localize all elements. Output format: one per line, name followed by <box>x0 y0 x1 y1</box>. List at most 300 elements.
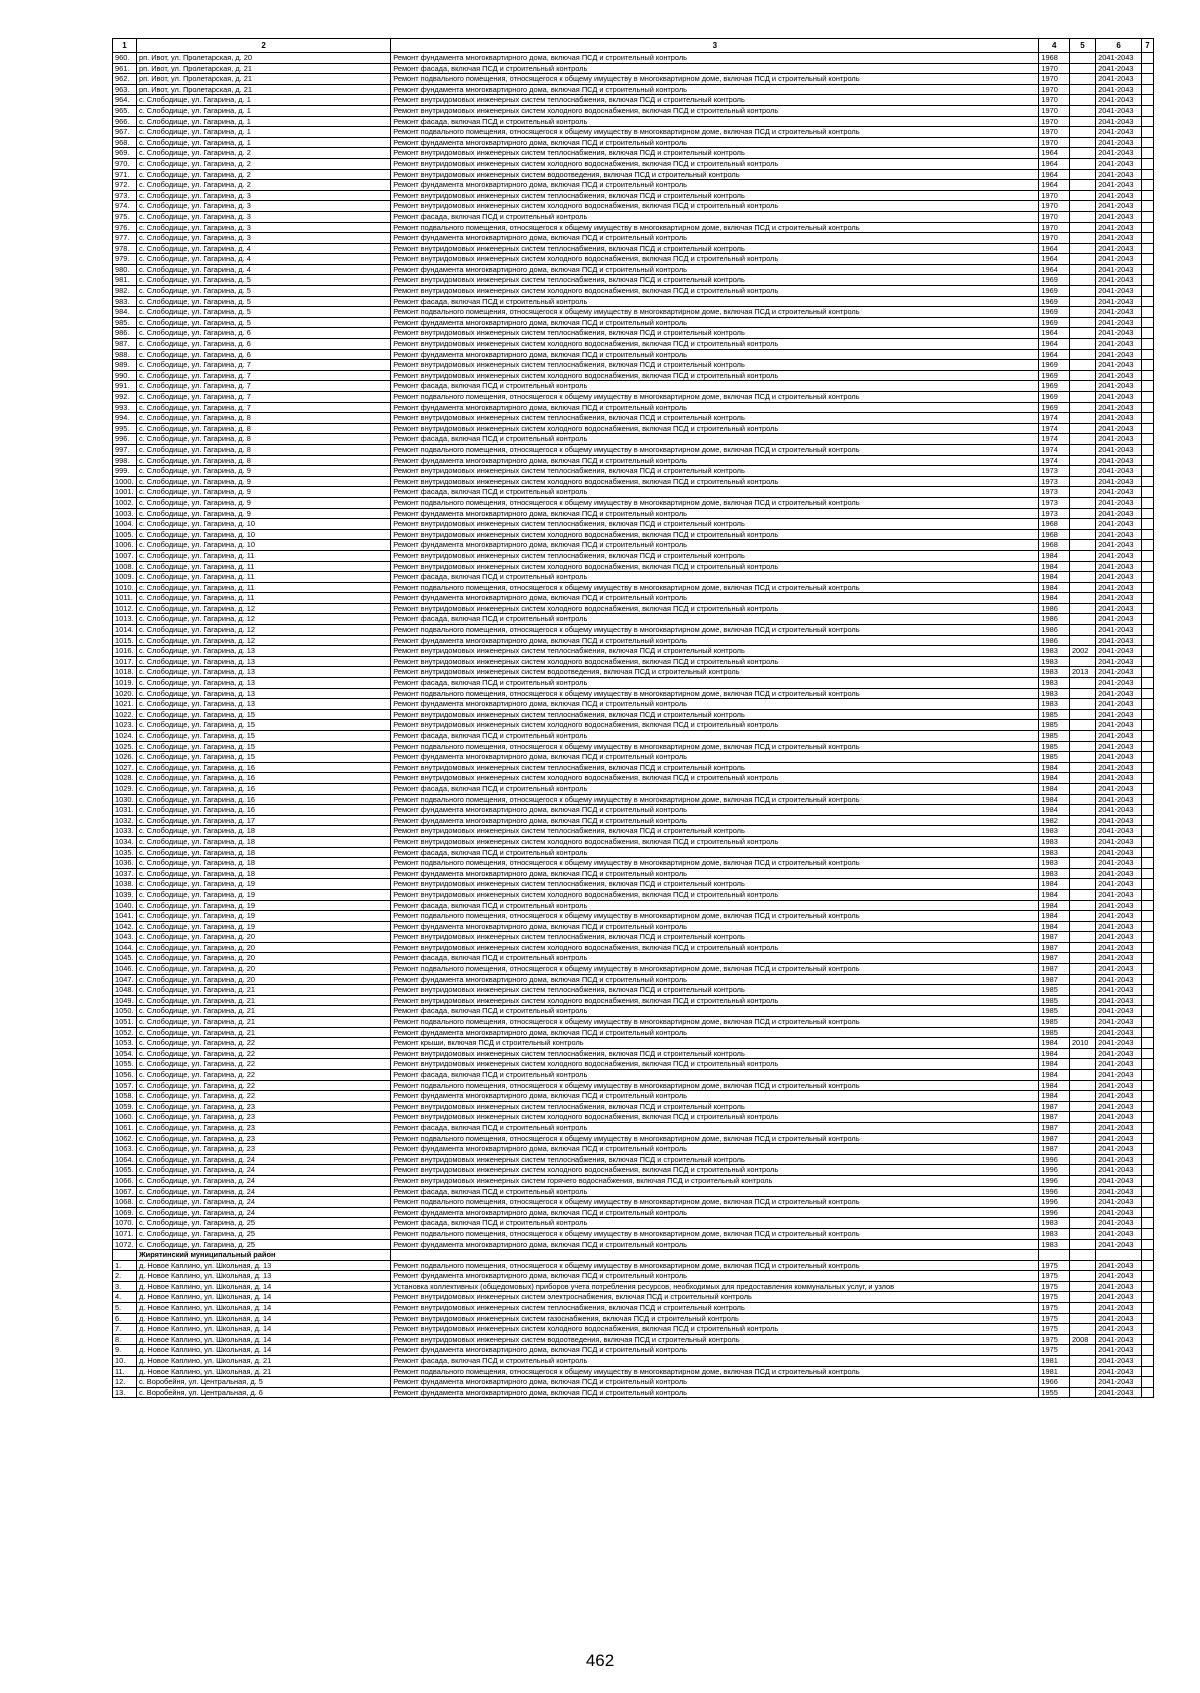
year-last-repair-cell <box>1069 1144 1095 1155</box>
row-number-cell: 1072. <box>113 1239 137 1250</box>
extra-cell-cell <box>1141 826 1153 837</box>
work-type-cell: Ремонт фасада, включая ПСД и строительный контроль <box>391 614 1039 625</box>
planned-period-cell: 2041-2043 <box>1096 74 1142 85</box>
table-row <box>113 889 1154 900</box>
planned-period-cell: 2041-2043 <box>1096 1334 1142 1345</box>
table-row <box>113 455 1154 466</box>
table-row <box>113 1260 1154 1271</box>
work-type-cell: Ремонт крыши, включая ПСД и строительный контроль <box>391 1038 1039 1049</box>
row-number-cell: 994. <box>113 413 137 424</box>
year-built-cell: 1970 <box>1039 74 1070 85</box>
column-header-4: 4 <box>1039 39 1070 53</box>
year-built-cell: 1974 <box>1039 434 1070 445</box>
work-type-cell: Ремонт фасада, включая ПСД и строительный контроль <box>391 1218 1039 1229</box>
year-built-cell: 1984 <box>1039 593 1070 604</box>
column-header-2: 2 <box>137 39 391 53</box>
extra-cell-cell <box>1141 1080 1153 1091</box>
year-last-repair-cell <box>1069 1154 1095 1165</box>
planned-period-cell: 2041-2043 <box>1096 879 1142 890</box>
year-built-cell: 1969 <box>1039 402 1070 413</box>
table-header-row <box>113 39 1154 53</box>
address-cell: с. Слободище, ул. Гагарина, д. 2 <box>137 148 391 159</box>
planned-period-cell: 2041-2043 <box>1096 911 1142 922</box>
work-type-cell: Ремонт внутридомовых инженерных систем теплоснабжения, включая ПСД и строительный контроль <box>391 1048 1039 1059</box>
row-number-cell: 1. <box>113 1260 137 1271</box>
address-cell: д. Новое Каплино, ул. Школьная, д. 13 <box>137 1260 391 1271</box>
year-last-repair-cell <box>1069 519 1095 530</box>
year-last-repair-cell <box>1069 137 1095 148</box>
year-built-cell: 1987 <box>1039 1144 1070 1155</box>
work-type-cell: Ремонт подвального помещения, относящегося к общему имуществу в многоквартирном доме, включая ПСД и строительный контроль <box>391 794 1039 805</box>
work-type-cell: Ремонт внутридомовых инженерных систем холодного водоснабжения, включая ПСД и строительный контроль <box>391 105 1039 116</box>
extra-cell-cell <box>1141 466 1153 477</box>
year-built-cell: 1983 <box>1039 699 1070 710</box>
address-cell: с. Слободище, ул. Гагарина, д. 18 <box>137 836 391 847</box>
work-type-cell: Ремонт фундамента многоквартирного дома, включая ПСД и строительный контроль <box>391 402 1039 413</box>
table-row <box>113 603 1154 614</box>
extra-cell-cell <box>1141 1070 1153 1081</box>
work-type-cell: Ремонт внутридомовых инженерных систем холодного водоснабжения, включая ПСД и строительный контроль <box>391 995 1039 1006</box>
planned-period-cell: 2041-2043 <box>1096 1218 1142 1229</box>
table-row <box>113 656 1154 667</box>
table-row <box>113 1218 1154 1229</box>
table-row <box>113 1175 1154 1186</box>
extra-cell-cell <box>1141 1281 1153 1292</box>
planned-period-cell: 2041-2043 <box>1096 1377 1142 1388</box>
row-number-cell: 987. <box>113 339 137 350</box>
year-last-repair-cell <box>1069 190 1095 201</box>
year-built-cell: 1973 <box>1039 487 1070 498</box>
row-number-cell: 986. <box>113 328 137 339</box>
year-last-repair-cell <box>1069 370 1095 381</box>
planned-period-cell: 2041-2043 <box>1096 1091 1142 1102</box>
year-last-repair-cell <box>1069 1186 1095 1197</box>
address-cell: с. Слободище, ул. Гагарина, д. 25 <box>137 1218 391 1229</box>
address-cell: с. Слободище, ул. Гагарина, д. 7 <box>137 381 391 392</box>
extra-cell-cell <box>1141 402 1153 413</box>
address-cell: с. Слободище, ул. Гагарина, д. 11 <box>137 550 391 561</box>
work-type-cell: Ремонт фундамента многоквартирного дома, включая ПСД и строительный контроль <box>391 1207 1039 1218</box>
extra-cell-cell <box>1141 667 1153 678</box>
address-cell: с. Слободище, ул. Гагарина, д. 9 <box>137 508 391 519</box>
work-type-cell: Ремонт подвального помещения, относящегося к общему имуществу в многоквартирном доме, включая ПСД и строительный контроль <box>391 1017 1039 1028</box>
row-number-cell: 990. <box>113 370 137 381</box>
work-type-cell: Ремонт фундамента многоквартирного дома, включая ПСД и строительный контроль <box>391 974 1039 985</box>
year-built-cell: 1964 <box>1039 169 1070 180</box>
table-row <box>113 794 1154 805</box>
address-cell: с. Слободище, ул. Гагарина, д. 5 <box>137 275 391 286</box>
year-built-cell: 1964 <box>1039 243 1070 254</box>
row-number-cell: 963. <box>113 84 137 95</box>
year-last-repair-cell <box>1069 74 1095 85</box>
table-row <box>113 201 1154 212</box>
year-last-repair-cell <box>1069 1324 1095 1335</box>
table-row <box>113 646 1154 657</box>
address-cell: с. Слободище, ул. Гагарина, д. 7 <box>137 392 391 403</box>
address-cell: с. Слободище, ул. Гагарина, д. 20 <box>137 953 391 964</box>
table-row <box>113 932 1154 943</box>
address-cell: с. Слободище, ул. Гагарина, д. 1 <box>137 137 391 148</box>
year-built-cell: 1969 <box>1039 392 1070 403</box>
year-built-cell: 1984 <box>1039 805 1070 816</box>
work-type-cell: Ремонт внутридомовых инженерных систем холодного водоснабжения, включая ПСД и строительный контроль <box>391 476 1039 487</box>
year-last-repair-cell <box>1069 1313 1095 1324</box>
address-cell: с. Слободище, ул. Гагарина, д. 3 <box>137 222 391 233</box>
extra-cell-cell <box>1141 519 1153 530</box>
year-last-repair-cell <box>1069 1006 1095 1017</box>
row-number-cell: 1044. <box>113 942 137 953</box>
address-cell: с. Слободище, ул. Гагарина, д. 24 <box>137 1207 391 1218</box>
year-last-repair-cell <box>1069 1059 1095 1070</box>
year-built-cell: 1970 <box>1039 190 1070 201</box>
year-built-cell: 1984 <box>1039 1059 1070 1070</box>
extra-cell-cell <box>1141 275 1153 286</box>
row-number-cell: 1059. <box>113 1101 137 1112</box>
year-built-cell: 1970 <box>1039 84 1070 95</box>
table-row <box>113 1345 1154 1356</box>
address-cell: с. Слободище, ул. Гагарина, д. 23 <box>137 1112 391 1123</box>
table-row <box>113 561 1154 572</box>
row-number-cell: 1051. <box>113 1017 137 1028</box>
address-cell: с. Слободище, ул. Гагарина, д. 21 <box>137 1017 391 1028</box>
year-built-cell: 1968 <box>1039 529 1070 540</box>
work-type-cell: Ремонт подвального помещения, относящегося к общему имуществу в многоквартирном доме, включая ПСД и строительный контроль <box>391 74 1039 85</box>
table-row <box>113 169 1154 180</box>
extra-cell-cell <box>1141 1239 1153 1250</box>
year-built-cell: 1984 <box>1039 1070 1070 1081</box>
work-type-cell: Ремонт фундамента многоквартирного дома, включая ПСД и строительный контроль <box>391 233 1039 244</box>
year-last-repair-cell <box>1069 381 1095 392</box>
year-last-repair-cell <box>1069 1080 1095 1091</box>
address-cell: с. Слободище, ул. Гагарина, д. 1 <box>137 95 391 106</box>
work-type-cell: Ремонт подвального помещения, относящегося к общему имуществу в многоквартирном доме, включая ПСД и строительный контроль <box>391 741 1039 752</box>
table-row <box>113 158 1154 169</box>
address-cell: рп. Ивот, ул. Пролетарская, д. 20 <box>137 53 391 64</box>
table-row <box>113 1313 1154 1324</box>
planned-period-cell: 2041-2043 <box>1096 561 1142 572</box>
table-row <box>113 688 1154 699</box>
planned-period-cell: 2041-2043 <box>1096 508 1142 519</box>
year-last-repair-cell: 2010 <box>1069 1038 1095 1049</box>
year-last-repair-cell <box>1069 254 1095 265</box>
row-number-cell: 985. <box>113 317 137 328</box>
extra-cell-cell <box>1141 1228 1153 1239</box>
extra-cell-cell <box>1141 985 1153 996</box>
year-built-cell: 1974 <box>1039 455 1070 466</box>
address-cell: с. Слободище, ул. Гагарина, д. 21 <box>137 1006 391 1017</box>
year-built-cell: 1984 <box>1039 1080 1070 1091</box>
planned-period-cell: 2041-2043 <box>1096 423 1142 434</box>
address-cell: с. Слободище, ул. Гагарина, д. 3 <box>137 201 391 212</box>
work-type-cell: Ремонт фасада, включая ПСД и строительный контроль <box>391 953 1039 964</box>
planned-period-cell: 2041-2043 <box>1096 169 1142 180</box>
table-row <box>113 1048 1154 1059</box>
table-row <box>113 974 1154 985</box>
work-type-cell: Ремонт фундамента многоквартирного дома, включая ПСД и строительный контроль <box>391 815 1039 826</box>
extra-cell-cell <box>1141 233 1153 244</box>
extra-cell-cell <box>1141 1154 1153 1165</box>
year-last-repair-cell <box>1069 116 1095 127</box>
planned-period-cell: 2041-2043 <box>1096 889 1142 900</box>
year-built-cell: 1985 <box>1039 1017 1070 1028</box>
address-cell: с. Слободище, ул. Гагарина, д. 4 <box>137 264 391 275</box>
row-number-cell: 1021. <box>113 699 137 710</box>
table-row <box>113 63 1154 74</box>
year-last-repair-cell <box>1069 752 1095 763</box>
year-built-cell: 1983 <box>1039 688 1070 699</box>
address-cell: с. Слободище, ул. Гагарина, д. 24 <box>137 1175 391 1186</box>
address-cell: с. Слободище, ул. Гагарина, д. 8 <box>137 413 391 424</box>
address-cell: с. Слободище, ул. Гагарина, д. 12 <box>137 635 391 646</box>
year-built-cell: 1970 <box>1039 137 1070 148</box>
extra-cell-cell <box>1141 720 1153 731</box>
year-last-repair-cell <box>1069 995 1095 1006</box>
table-row <box>113 84 1154 95</box>
row-number-cell: 970. <box>113 158 137 169</box>
planned-period-cell: 2041-2043 <box>1096 1133 1142 1144</box>
year-last-repair-cell <box>1069 974 1095 985</box>
address-cell: с. Слободище, ул. Гагарина, д. 13 <box>137 678 391 689</box>
year-last-repair-cell <box>1069 603 1095 614</box>
year-last-repair-cell <box>1069 815 1095 826</box>
table-row <box>113 275 1154 286</box>
planned-period-cell: 2041-2043 <box>1096 381 1142 392</box>
address-cell: с. Слободище, ул. Гагарина, д. 17 <box>137 815 391 826</box>
work-type-cell: Ремонт внутридомовых инженерных систем холодного водоснабжения, включая ПСД и строительный контроль <box>391 1324 1039 1335</box>
planned-period-cell: 2041-2043 <box>1096 1387 1142 1398</box>
year-last-repair-cell <box>1069 1345 1095 1356</box>
extra-cell-cell <box>1141 286 1153 297</box>
document-sheet <box>112 38 1154 1398</box>
year-last-repair-cell <box>1069 720 1095 731</box>
planned-period-cell: 2041-2043 <box>1096 190 1142 201</box>
year-last-repair-cell <box>1069 1218 1095 1229</box>
extra-cell-cell <box>1141 1038 1153 1049</box>
extra-cell-cell <box>1141 53 1153 64</box>
year-last-repair-cell <box>1069 1377 1095 1388</box>
year-last-repair-cell <box>1069 84 1095 95</box>
repair-schedule-table <box>112 38 1154 1398</box>
address-cell: с. Слободище, ул. Гагарина, д. 12 <box>137 603 391 614</box>
planned-period-cell: 2041-2043 <box>1096 392 1142 403</box>
row-number-cell: 975. <box>113 211 137 222</box>
work-type-cell: Ремонт внутридомовых инженерных систем теплоснабжения, включая ПСД и строительный контроль <box>391 985 1039 996</box>
work-type-cell: Ремонт подвального помещения, относящегося к общему имуществу в многоквартирном доме, включая ПСД и строительный контроль <box>391 307 1039 318</box>
row-number-cell: 1041. <box>113 911 137 922</box>
address-cell: д. Новое Каплино, ул. Школьная, д. 21 <box>137 1356 391 1367</box>
work-type-cell: Ремонт фасада, включая ПСД и строительный контроль <box>391 900 1039 911</box>
row-number-cell: 1036. <box>113 858 137 869</box>
row-number-cell: 1029. <box>113 783 137 794</box>
planned-period-cell: 2041-2043 <box>1096 1292 1142 1303</box>
row-number-cell: 999. <box>113 466 137 477</box>
row-number-cell: 8. <box>113 1334 137 1345</box>
work-type-cell: Ремонт фасада, включая ПСД и строительный контроль <box>391 678 1039 689</box>
extra-cell-cell <box>1141 74 1153 85</box>
planned-period-cell: 2041-2043 <box>1096 1345 1142 1356</box>
year-built-cell: 1969 <box>1039 307 1070 318</box>
extra-cell-cell <box>1141 339 1153 350</box>
year-built-cell: 1970 <box>1039 95 1070 106</box>
address-cell: с. Слободище, ул. Гагарина, д. 10 <box>137 540 391 551</box>
year-last-repair-cell <box>1069 529 1095 540</box>
work-type-cell: Ремонт фасада, включая ПСД и строительный контроль <box>391 63 1039 74</box>
year-last-repair-cell <box>1069 1281 1095 1292</box>
year-built-cell: 1984 <box>1039 1091 1070 1102</box>
table-row <box>113 1292 1154 1303</box>
extra-cell-cell <box>1141 508 1153 519</box>
year-last-repair-cell <box>1069 317 1095 328</box>
row-number-cell: 969. <box>113 148 137 159</box>
year-last-repair-cell <box>1069 1303 1095 1314</box>
year-last-repair-cell <box>1069 1207 1095 1218</box>
work-type-cell: Ремонт внутридомовых инженерных систем теплоснабжения, включая ПСД и строительный контроль <box>391 1154 1039 1165</box>
planned-period-cell: 2041-2043 <box>1096 529 1142 540</box>
planned-period-cell: 2041-2043 <box>1096 731 1142 742</box>
work-type-cell: Ремонт внутридомовых инженерных систем теплоснабжения, включая ПСД и строительный контроль <box>391 519 1039 530</box>
work-type-cell: Ремонт внутридомовых инженерных систем холодного водоснабжения, включая ПСД и строительный контроль <box>391 942 1039 953</box>
address-cell: д. Новое Каплино, ул. Школьная, д. 13 <box>137 1271 391 1282</box>
work-type-cell: Ремонт фасада, включая ПСД и строительный контроль <box>391 847 1039 858</box>
extra-cell-cell <box>1141 180 1153 191</box>
work-type-cell: Ремонт внутридомовых инженерных систем газоснабжения, включая ПСД и строительный контроль <box>391 1313 1039 1324</box>
table-row <box>113 593 1154 604</box>
planned-period-cell: 2041-2043 <box>1096 1271 1142 1282</box>
year-built-cell: 1970 <box>1039 201 1070 212</box>
extra-cell-cell <box>1141 105 1153 116</box>
planned-period-cell: 2041-2043 <box>1096 434 1142 445</box>
work-type-cell: Установка коллективных (общедомовых) приборов учета потребления ресурсов, необходимых для предоставления коммунальных услуг, и узлов <box>391 1281 1039 1292</box>
planned-period-cell: 2041-2043 <box>1096 625 1142 636</box>
row-number-cell: 972. <box>113 180 137 191</box>
row-number-cell: 1062. <box>113 1133 137 1144</box>
column-header-3: 3 <box>391 39 1039 53</box>
planned-period-cell: 2041-2043 <box>1096 836 1142 847</box>
address-cell: с. Слободище, ул. Гагарина, д. 23 <box>137 1101 391 1112</box>
table-row <box>113 836 1154 847</box>
planned-period-cell: 2041-2043 <box>1096 794 1142 805</box>
year-last-repair-cell <box>1069 1165 1095 1176</box>
table-row <box>113 339 1154 350</box>
planned-period-cell: 2041-2043 <box>1096 1207 1142 1218</box>
extra-cell-cell <box>1141 444 1153 455</box>
year-last-repair-cell <box>1069 275 1095 286</box>
address-cell: с. Слободище, ул. Гагарина, д. 19 <box>137 921 391 932</box>
work-type-cell: Ремонт внутридомовых инженерных систем теплоснабжения, включая ПСД и строительный контроль <box>391 550 1039 561</box>
year-built-cell: 1985 <box>1039 1006 1070 1017</box>
address-cell: с. Слободище, ул. Гагарина, д. 11 <box>137 593 391 604</box>
table-row <box>113 381 1154 392</box>
table-row <box>113 900 1154 911</box>
table-row <box>113 243 1154 254</box>
table-row <box>113 858 1154 869</box>
planned-period-cell: 2041-2043 <box>1096 699 1142 710</box>
address-cell: с. Слободище, ул. Гагарина, д. 9 <box>137 487 391 498</box>
row-number-cell: 1066. <box>113 1175 137 1186</box>
table-row <box>113 1154 1154 1165</box>
table-row <box>113 466 1154 477</box>
year-last-repair-cell <box>1069 900 1095 911</box>
year-last-repair-cell <box>1069 105 1095 116</box>
table-row <box>113 307 1154 318</box>
year-built-cell: 1984 <box>1039 572 1070 583</box>
year-built-cell: 1969 <box>1039 275 1070 286</box>
row-number-cell: 6. <box>113 1313 137 1324</box>
address-cell: с. Слободище, ул. Гагарина, д. 13 <box>137 699 391 710</box>
year-built-cell: 1987 <box>1039 1112 1070 1123</box>
year-built-cell: 1964 <box>1039 180 1070 191</box>
work-type-cell: Ремонт фундамента многоквартирного дома, включая ПСД и строительный контроль <box>391 699 1039 710</box>
planned-period-cell: 2041-2043 <box>1096 688 1142 699</box>
row-number-cell: 964. <box>113 95 137 106</box>
work-type-cell: Ремонт фундамента многоквартирного дома, включая ПСД и строительный контроль <box>391 180 1039 191</box>
work-type-cell: Ремонт внутридомовых инженерных систем холодного водоснабжения, включая ПСД и строительный контроль <box>391 889 1039 900</box>
row-number-cell: 967. <box>113 127 137 138</box>
extra-cell-cell <box>1141 476 1153 487</box>
extra-cell-cell <box>1141 974 1153 985</box>
address-cell: с. Слободище, ул. Гагарина, д. 9 <box>137 497 391 508</box>
extra-cell-cell <box>1141 1186 1153 1197</box>
year-built-cell: 1983 <box>1039 646 1070 657</box>
address-cell: д. Новое Каплино, ул. Школьная, д. 21 <box>137 1366 391 1377</box>
row-number-cell: 1033. <box>113 826 137 837</box>
extra-cell-cell <box>1141 1345 1153 1356</box>
year-last-repair-cell <box>1069 1017 1095 1028</box>
work-type-cell: Ремонт фундамента многоквартирного дома, включая ПСД и строительный контроль <box>391 1271 1039 1282</box>
extra-cell-cell <box>1141 688 1153 699</box>
year-built-cell: 1970 <box>1039 116 1070 127</box>
table-row <box>113 497 1154 508</box>
year-built-cell: 1983 <box>1039 1228 1070 1239</box>
planned-period-cell: 2041-2043 <box>1096 286 1142 297</box>
planned-period-cell: 2041-2043 <box>1096 105 1142 116</box>
work-type-cell: Ремонт подвального помещения, относящегося к общему имуществу в многоквартирном доме, включая ПСД и строительный контроль <box>391 964 1039 975</box>
address-cell: с. Слободище, ул. Гагарина, д. 13 <box>137 667 391 678</box>
table-row <box>113 1228 1154 1239</box>
row-number-cell: 1052. <box>113 1027 137 1038</box>
address-cell: с. Слободище, ул. Гагарина, д. 18 <box>137 847 391 858</box>
year-last-repair-cell <box>1069 593 1095 604</box>
year-last-repair-cell <box>1069 699 1095 710</box>
year-built-cell: 1987 <box>1039 1133 1070 1144</box>
work-type-cell: Ремонт фасада, включая ПСД и строительный контроль <box>391 572 1039 583</box>
address-cell: с. Слободище, ул. Гагарина, д. 10 <box>137 529 391 540</box>
table-row <box>113 1091 1154 1102</box>
work-type-cell: Ремонт внутридомовых инженерных систем холодного водоснабжения, включая ПСД и строительный контроль <box>391 720 1039 731</box>
address-cell: с. Слободище, ул. Гагарина, д. 18 <box>137 858 391 869</box>
year-last-repair-cell <box>1069 201 1095 212</box>
work-type-cell: Ремонт фундамента многоквартирного дома, включая ПСД и строительный контроль <box>391 137 1039 148</box>
planned-period-cell: 2041-2043 <box>1096 180 1142 191</box>
extra-cell-cell <box>1141 540 1153 551</box>
address-cell: с. Слободище, ул. Гагарина, д. 11 <box>137 582 391 593</box>
planned-period-cell: 2041-2043 <box>1096 985 1142 996</box>
extra-cell-cell <box>1141 1324 1153 1335</box>
extra-cell-cell <box>1141 201 1153 212</box>
planned-period-cell: 2041-2043 <box>1096 455 1142 466</box>
table-row <box>113 614 1154 625</box>
extra-cell-cell <box>1141 413 1153 424</box>
year-last-repair-cell <box>1069 688 1095 699</box>
year-built-cell: 1975 <box>1039 1345 1070 1356</box>
extra-cell-cell <box>1141 254 1153 265</box>
extra-cell-cell <box>1141 794 1153 805</box>
year-last-repair-cell <box>1069 678 1095 689</box>
extra-cell-cell <box>1141 190 1153 201</box>
address-cell: с. Слободище, ул. Гагарина, д. 23 <box>137 1133 391 1144</box>
planned-period-cell: 2041-2043 <box>1096 752 1142 763</box>
work-type-cell: Ремонт фасада, включая ПСД и строительный контроль <box>391 487 1039 498</box>
